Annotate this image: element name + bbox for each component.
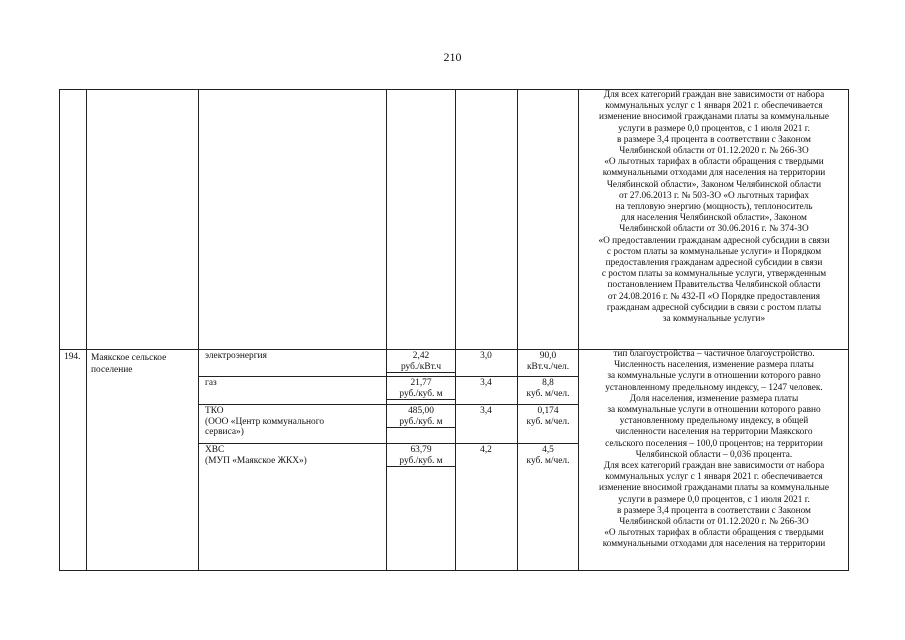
note-line: установленному предельному индексу, – 1247 человек. (605, 382, 823, 393)
note-line: Челябинской области от 01.12.2020 г. № 266-ЗО (619, 146, 809, 157)
service-name: электроэнергия (205, 351, 267, 361)
note-line: коммунальными отходами для населения на территории (602, 539, 826, 550)
note-line: установленному предельному индексу, в общей (619, 416, 809, 427)
note-line: Доля населения, изменение размера платы (629, 393, 799, 404)
note-line: Челябинской области», Законом Челябинской области (606, 179, 822, 190)
note-line: Для всех категорий граждан вне зависимости от набора (603, 461, 825, 472)
note-line: изменение вносимой гражданами платы за коммунальные (599, 112, 829, 123)
growth-cell: 3,4 (480, 406, 492, 416)
note-line: за коммунальные услуги в отношении которого равно (607, 371, 821, 382)
note-line: за коммунальные услуги» (662, 314, 766, 325)
note-line: от 27.06.2013 г. № 503-ЗО «О льготных тарифах (618, 190, 810, 201)
note-line: сельского поселения – 100,0 процентов; на территории (605, 438, 823, 449)
note-line: с ростом платы за коммунальные услуги, утвержденным (601, 269, 827, 280)
subrow-divider (199, 404, 579, 405)
note-line: Челябинской области от 30.06.2016 г. № 374-ЗО (619, 224, 809, 235)
note-line: в размере 3,4 процента в соответствии с Законом (617, 134, 811, 145)
column-divider (455, 90, 456, 570)
note-line: гражданам адресной субсидии в связи с ростом платы (606, 302, 822, 313)
note-line: тип благоустройства – частичное благоустройство. (613, 349, 815, 359)
limit-cell: 8,8 куб. м/чел. (526, 378, 570, 399)
tariff-cell: 21,77 руб./куб. м (387, 378, 455, 400)
note-line: Численность населения, изменение размера платы (614, 360, 814, 371)
settlement-name: Маякское сельское поселение (91, 353, 167, 375)
note-line: изменение вносимой гражданами платы за коммунальные (599, 483, 829, 494)
subrow-divider (199, 376, 579, 377)
service-name: газ (205, 378, 217, 388)
row-number: 194. (64, 352, 81, 362)
tariff-cell: 63,79 руб./куб. м (387, 445, 455, 467)
note-line: Челябинской области – 0,036 процента. (635, 449, 793, 460)
note-line: «О предоставлении гражданам адресной субсидии в связи (598, 235, 830, 246)
tariff-cell: 485,00 руб./куб. м (387, 406, 455, 428)
limit-cell: 90,0 кВт.ч./чел. (526, 351, 570, 372)
column-divider (517, 90, 518, 570)
growth-cell: 4,2 (480, 445, 492, 455)
note-line: от 24.08.2016 г. № 432-П «О Порядке предоставления (607, 291, 821, 302)
note-line: коммунальными отходами для населения на территории (602, 168, 826, 179)
note-line: Для всех категорий граждан вне зависимости от набора (603, 90, 825, 100)
note-line: услуги в размере 0,0 процентов, с 1 июля 2021 г. (618, 123, 810, 134)
note-line: Челябинской области от 01.12.2020 г. № 266-ЗО (619, 517, 809, 528)
note-line: для населения Челябинской области», Законом (621, 213, 807, 224)
note-line: «О льготных тарифах в области обращения с твердыми (604, 528, 824, 539)
continued-note (579, 90, 849, 325)
column-divider (198, 90, 199, 570)
tariff-cell: 2,42 руб./кВт.ч (387, 351, 455, 373)
column-divider (386, 90, 387, 570)
service-name: ХВС (МУП «Маякское ЖКХ») (205, 445, 307, 466)
growth-cell: 3,0 (480, 351, 492, 361)
limit-cell: 4,5 куб. м/чел. (526, 445, 570, 466)
growth-cell: 3,4 (480, 378, 492, 388)
note-line: коммунальных услуг с 1 января 2021 г. обеспечивается (605, 472, 823, 483)
column-divider (86, 90, 87, 570)
note-line: в размере 3,4 процента в соответствии с Законом (617, 505, 811, 516)
limit-cell: 0,174 куб. м/чел. (526, 406, 570, 427)
note-line: за коммунальные услуги в отношении которого равно (607, 405, 821, 416)
note-line: коммунальных услуг с 1 января 2021 г. обеспечивается (605, 101, 823, 112)
row-note (579, 349, 849, 551)
note-line: численности населения на территории Маякского (615, 427, 813, 438)
note-line: услуги в размере 0,0 процентов, с 1 июля 2021 г. (618, 494, 810, 505)
page-number: 210 (443, 50, 462, 64)
note-line: с ростом платы за коммунальные услуги» и Порядком (606, 246, 822, 257)
note-line: постановлением Правительства Челябинской области (607, 280, 821, 291)
service-name: ТКО (ООО «Центр коммунального сервиса») (205, 406, 325, 437)
subrow-divider (199, 443, 579, 444)
note-line: на тепловую энергию (мощность), теплоноситель (615, 202, 813, 213)
tariff-table (59, 89, 849, 571)
note-line: «О льготных тарифах в области обращения с твердыми (604, 157, 824, 168)
note-line: предоставления гражданам адресной субсидии в связи (605, 258, 823, 269)
